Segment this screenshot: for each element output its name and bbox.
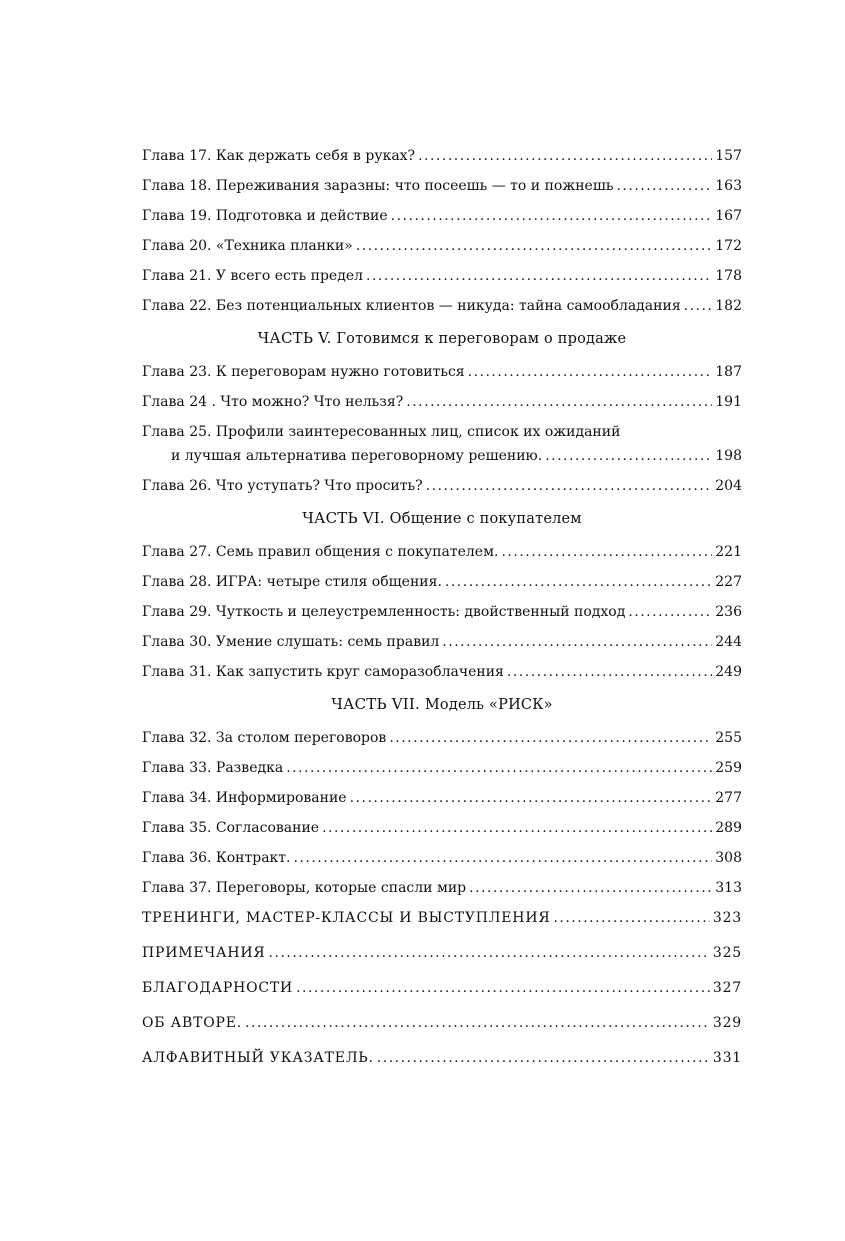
entry-page: 313 xyxy=(715,880,742,896)
part-title: Готовимся к переговорам о продаже xyxy=(336,331,627,347)
entry-title: Глава 30. Умение слушать: семь правил xyxy=(142,634,440,650)
entry-title: ТРЕНИНГИ, МАСТЕР-КЛАССЫ И ВЫСТУПЛЕНИЯ xyxy=(142,910,551,926)
entry-page: 198 xyxy=(715,448,742,464)
leader-dots xyxy=(377,1048,710,1068)
toc-entry-ch30[interactable] xyxy=(142,632,742,652)
entry-page: 327 xyxy=(712,980,742,996)
toc-entry-acknowledgements[interactable] xyxy=(142,978,742,998)
leader-dots xyxy=(469,878,712,898)
entry-page: 244 xyxy=(715,634,742,650)
entry-title: Глава 26. Что уступать? Что просить? xyxy=(142,478,423,494)
leader-dots xyxy=(296,978,710,998)
entry-page: 255 xyxy=(715,730,742,746)
toc-entry-ch20[interactable] xyxy=(142,236,742,256)
table-of-contents xyxy=(142,146,742,1083)
entry-title: ПРИМЕЧАНИЯ xyxy=(142,945,266,961)
entry-continuation xyxy=(142,446,742,466)
toc-entry-ch33[interactable] xyxy=(142,758,742,778)
leader-dots xyxy=(286,758,712,778)
entry-page: 227 xyxy=(715,574,742,590)
entry-title: БЛАГОДАРНОСТИ xyxy=(142,980,294,996)
toc-entry-ch36[interactable] xyxy=(142,848,742,868)
entry-page: 329 xyxy=(712,1015,742,1031)
entry-page: 157 xyxy=(715,148,742,164)
part-heading-7[interactable] xyxy=(142,694,742,714)
toc-entry-ch34[interactable] xyxy=(142,788,742,808)
leader-dots xyxy=(406,392,712,412)
leader-dots xyxy=(468,362,713,382)
entry-page: 236 xyxy=(715,604,742,620)
entry-title: АЛФАВИТНЫЙ УКАЗАТЕЛЬ. xyxy=(142,1050,374,1066)
entry-title: Глава 35. Согласование xyxy=(142,820,320,836)
toc-entry-ch24[interactable] xyxy=(142,392,742,412)
part-label: ЧАСТЬ VI. xyxy=(302,509,385,527)
toc-entry-ch29[interactable] xyxy=(142,602,742,622)
entry-title: Глава 32. За столом переговоров xyxy=(142,730,387,746)
entry-page: 249 xyxy=(715,664,742,680)
entry-title: ОБ АВТОРЕ. xyxy=(142,1015,243,1031)
leader-dots xyxy=(507,662,712,682)
leader-dots xyxy=(245,1013,710,1033)
entry-page: 331 xyxy=(712,1050,742,1066)
toc-entry-ch35[interactable] xyxy=(142,818,742,838)
leader-dots xyxy=(418,146,712,166)
entry-title: Глава 31. Как запустить круг саморазоблачения xyxy=(142,664,504,680)
entry-title: Глава 19. Подготовка и действие xyxy=(142,208,388,224)
leader-dots xyxy=(501,542,712,562)
entry-title: Глава 37. Переговоры, которые спасли мир xyxy=(142,880,467,896)
part-heading-5[interactable] xyxy=(142,328,742,348)
entry-page: 325 xyxy=(712,945,742,961)
entry-page: 178 xyxy=(715,268,742,284)
entry-title: Глава 34. Информирование xyxy=(142,790,347,806)
entry-page: 172 xyxy=(715,238,742,254)
leader-dots xyxy=(445,572,712,592)
leader-dots xyxy=(389,728,712,748)
toc-entry-ch28[interactable] xyxy=(142,572,742,592)
entry-title: Глава 18. Переживания заразны: что посеешь — то и пожнешь xyxy=(142,178,614,194)
leader-dots xyxy=(366,266,712,286)
entry-title: Глава 29. Чуткость и целеустремленность: двойственный подход xyxy=(142,604,626,620)
toc-entry-ch37[interactable] xyxy=(142,878,742,898)
entry-page: 221 xyxy=(715,544,742,560)
entry-title-line2: и лучшая альтернатива переговорному решению. xyxy=(171,448,543,464)
entry-page: 182 xyxy=(715,298,742,314)
toc-entry-trainings[interactable] xyxy=(142,908,742,928)
leader-dots xyxy=(294,848,713,868)
leader-dots xyxy=(545,446,712,466)
toc-entry-notes[interactable] xyxy=(142,943,742,963)
entry-page: 323 xyxy=(712,910,742,926)
toc-entry-ch22[interactable] xyxy=(142,296,742,316)
part-heading-6[interactable] xyxy=(142,508,742,528)
entry-page: 289 xyxy=(715,820,742,836)
leader-dots xyxy=(426,476,713,496)
entry-title: Глава 20. «Техника планки» xyxy=(142,238,353,254)
entry-title: Глава 22. Без потенциальных клиентов — никуда: тайна самообладания xyxy=(142,298,681,314)
entry-title-line1: Глава 25. Профили заинтересованных лиц, список их ожиданий xyxy=(142,424,621,440)
entry-page: 191 xyxy=(715,394,742,410)
entry-title: Глава 27. Семь правил общения с покупателем. xyxy=(142,544,499,560)
toc-entry-ch25[interactable] xyxy=(142,422,742,466)
leader-dots xyxy=(391,206,713,226)
back-matter xyxy=(142,908,742,1068)
entry-title: Глава 23. К переговорам нужно готовиться xyxy=(142,364,465,380)
toc-entry-ch18[interactable] xyxy=(142,176,742,196)
entry-title: Глава 28. ИГРА: четыре стиля общения. xyxy=(142,574,442,590)
leader-dots xyxy=(684,296,713,316)
leader-dots xyxy=(553,908,709,928)
toc-entry-ch31[interactable] xyxy=(142,662,742,682)
entry-page: 163 xyxy=(715,178,742,194)
leader-dots xyxy=(350,788,713,808)
leader-dots xyxy=(442,632,712,652)
entry-page: 308 xyxy=(715,850,742,866)
entry-page: 167 xyxy=(715,208,742,224)
entry-title: Глава 21. У всего есть предел xyxy=(142,268,364,284)
toc-entry-ch19[interactable] xyxy=(142,206,742,226)
toc-entry-ch27[interactable] xyxy=(142,542,742,562)
entry-title: Глава 24 . Что можно? Что нельзя? xyxy=(142,394,404,410)
toc-entry-about-author[interactable] xyxy=(142,1013,742,1033)
leader-dots xyxy=(322,818,712,838)
toc-entry-ch26[interactable] xyxy=(142,476,742,496)
part-label: ЧАСТЬ VII. xyxy=(331,695,421,713)
entry-title: Глава 36. Контракт. xyxy=(142,850,291,866)
toc-entry-ch17[interactable] xyxy=(142,146,742,166)
entry-title: Глава 17. Как держать себя в руках? xyxy=(142,148,416,164)
entry-page: 187 xyxy=(715,364,742,380)
toc-entry-ch32[interactable] xyxy=(142,728,742,748)
leader-dots xyxy=(616,176,712,196)
leader-dots xyxy=(356,236,713,256)
entry-page: 277 xyxy=(715,790,742,806)
toc-entry-index[interactable] xyxy=(142,1048,742,1068)
part-title: Общение с покупателем xyxy=(389,511,582,527)
entry-title: Глава 33. Разведка xyxy=(142,760,284,776)
entry-page: 204 xyxy=(715,478,742,494)
part-label: ЧАСТЬ V. xyxy=(257,329,332,347)
leader-dots xyxy=(269,943,710,963)
entry-page: 259 xyxy=(715,760,742,776)
toc-entry-ch23[interactable] xyxy=(142,362,742,382)
leader-dots xyxy=(628,602,712,622)
toc-entry-ch21[interactable] xyxy=(142,266,742,286)
part-title: Модель «РИСК» xyxy=(424,697,553,713)
